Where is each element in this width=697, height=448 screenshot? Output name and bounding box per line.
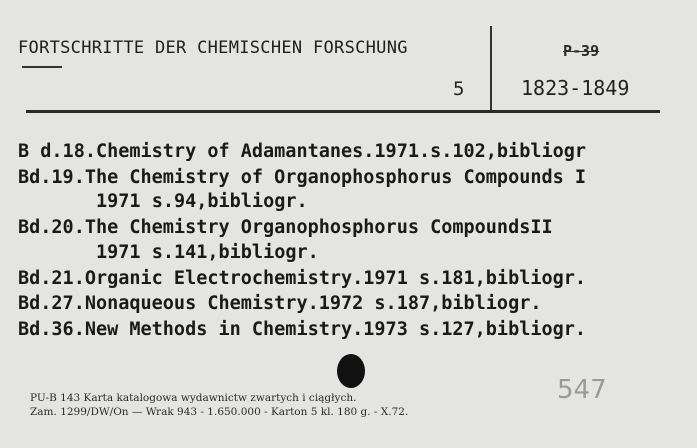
- entry-line: 1971 s.141,bibliogr.: [96, 242, 319, 263]
- series-title: FORTSCHRITTE DER CHEMISCHEN FORSCHUNG: [18, 38, 408, 58]
- entry-line: B d.18.Chemistry of Adamantanes.1971.s.102,bibliogr: [18, 141, 587, 162]
- footer-line-2: Zam. 1299/DW/On — Wrak 943 - 1.650.000 - Karton 5 kl. 180 g. - X.72.: [30, 406, 409, 418]
- entry-line: Bd.36.New Methods in Chemistry.1973 s.127,bibliogr.: [18, 319, 587, 340]
- entry-line: Bd.20.The Chemistry Organophosphorus CompoundsII: [18, 217, 553, 238]
- header-rule: [26, 110, 660, 113]
- entry-line: 1971 s.94,bibliogr.: [96, 191, 308, 212]
- pencil-note: 547: [557, 375, 607, 405]
- struck-mark: P-39: [563, 42, 600, 60]
- entry-line: Bd.27.Nonaqueous Chemistry.1972 s.187,bibliogr.: [18, 293, 542, 314]
- entry-line: Bd.19.The Chemistry of Organophosphorus Compounds I: [18, 167, 587, 188]
- title-underline: [22, 66, 62, 68]
- punch-hole: [337, 354, 365, 388]
- year-range: 1823-1849: [521, 76, 630, 100]
- footer-line-1: PU-B 143 Karta katalogowa wydawnictw zwartych i ciągłych.: [30, 392, 357, 404]
- header-divider: [490, 26, 492, 112]
- volume-number: 5: [453, 78, 465, 100]
- entry-line: Bd.21.Organic Electrochemistry.1971 s.181,bibliogr.: [18, 268, 587, 289]
